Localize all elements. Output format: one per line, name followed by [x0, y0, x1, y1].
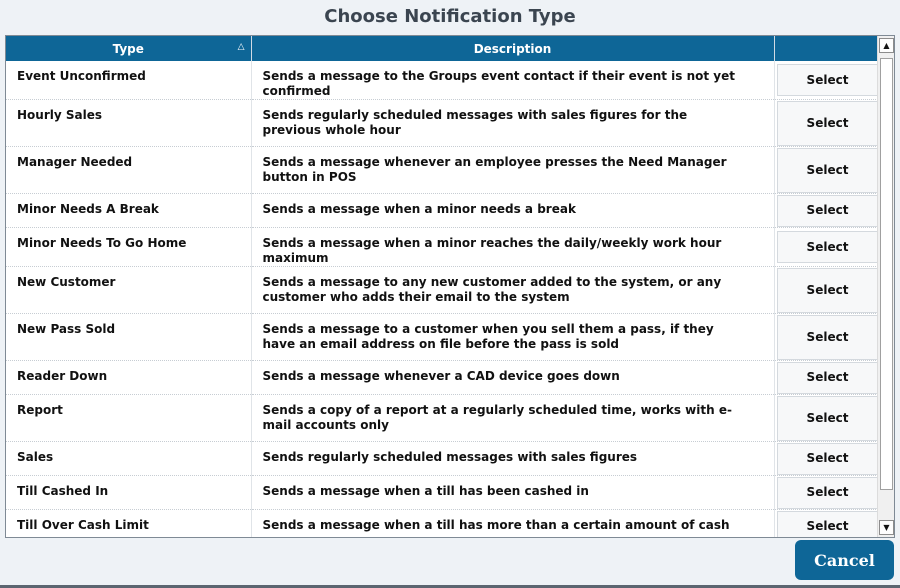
description-cell: Sends a message when a till has more than a certain amount of cash — [251, 510, 774, 539]
type-cell: Manager Needed — [6, 147, 251, 194]
type-cell: Reader Down — [6, 361, 251, 395]
description-cell: Sends a message when a till has been cashed in — [251, 476, 774, 510]
description-cell: Sends a copy of a report at a regularly scheduled time, works with e-mail accounts only — [251, 395, 774, 442]
table-row — [6, 314, 878, 361]
table-row — [6, 361, 878, 395]
dialog-title: Choose Notification Type — [324, 6, 576, 27]
description-cell: Sends a message when a minor needs a break — [251, 194, 774, 228]
select-button[interactable]: Select — [777, 477, 879, 509]
type-cell: Minor Needs To Go Home — [6, 228, 251, 267]
type-cell: New Pass Sold — [6, 314, 251, 361]
select-button[interactable]: Select — [777, 231, 879, 263]
table-row — [6, 147, 878, 194]
description-cell: Sends a message to the Groups event contact if their event is not yet confirmed — [251, 61, 774, 100]
table-row — [6, 510, 878, 539]
cancel-button[interactable]: Cancel — [795, 540, 894, 580]
table-row — [6, 442, 878, 476]
select-button[interactable]: Select — [777, 396, 879, 441]
description-cell: Sends a message whenever a CAD device goes down — [251, 361, 774, 395]
notification-table — [6, 36, 878, 538]
select-button[interactable]: Select — [777, 148, 879, 193]
description-cell: Sends a message when a minor reaches the daily/weekly work hour maximum — [251, 228, 774, 267]
table-row — [6, 100, 878, 147]
table-row — [6, 228, 878, 267]
table-row — [6, 267, 878, 314]
column-header-description[interactable] — [251, 36, 774, 61]
select-button[interactable]: Select — [777, 443, 879, 475]
notification-type-grid — [5, 35, 895, 538]
description-cell: Sends a message to a customer when you sell them a pass, if they have an email address on file before the pass is sold — [251, 314, 774, 361]
description-cell: Sends regularly scheduled messages with sales figures — [251, 442, 774, 476]
type-cell: Till Over Cash Limit — [6, 510, 251, 539]
table-row — [6, 61, 878, 100]
vertical-scrollbar[interactable] — [877, 36, 894, 537]
scroll-up-arrow-icon[interactable]: ▲ — [879, 38, 894, 53]
description-cell: Sends regularly scheduled messages with sales figures for the previous whole hour — [251, 100, 774, 147]
type-cell: Till Cashed In — [6, 476, 251, 510]
type-cell: Sales — [6, 442, 251, 476]
type-cell: Event Unconfirmed — [6, 61, 251, 100]
select-button[interactable]: Select — [777, 101, 879, 146]
select-button[interactable]: Select — [777, 195, 879, 227]
type-cell: Minor Needs A Break — [6, 194, 251, 228]
column-header-type-label: Type — [112, 41, 144, 56]
column-header-description-label: Description — [473, 41, 552, 56]
select-button[interactable]: Select — [777, 315, 879, 360]
select-button[interactable]: Select — [777, 268, 879, 313]
scroll-down-arrow-icon[interactable]: ▼ — [879, 520, 894, 535]
type-cell: Hourly Sales — [6, 100, 251, 147]
type-cell: New Customer — [6, 267, 251, 314]
sort-ascending-icon: △ — [237, 42, 245, 52]
table-row — [6, 194, 878, 228]
column-header-action — [774, 36, 878, 61]
description-cell: Sends a message whenever an employee presses the Need Manager button in POS — [251, 147, 774, 194]
select-button[interactable]: Select — [777, 64, 879, 96]
select-button[interactable]: Select — [777, 511, 879, 539]
column-header-type[interactable] — [6, 36, 251, 61]
table-row — [6, 395, 878, 442]
type-cell: Report — [6, 395, 251, 442]
select-button[interactable]: Select — [777, 362, 879, 394]
description-cell: Sends a message to any new customer added to the system, or any customer who adds their email to the system — [251, 267, 774, 314]
scrollbar-thumb[interactable] — [880, 58, 893, 490]
table-row — [6, 476, 878, 510]
